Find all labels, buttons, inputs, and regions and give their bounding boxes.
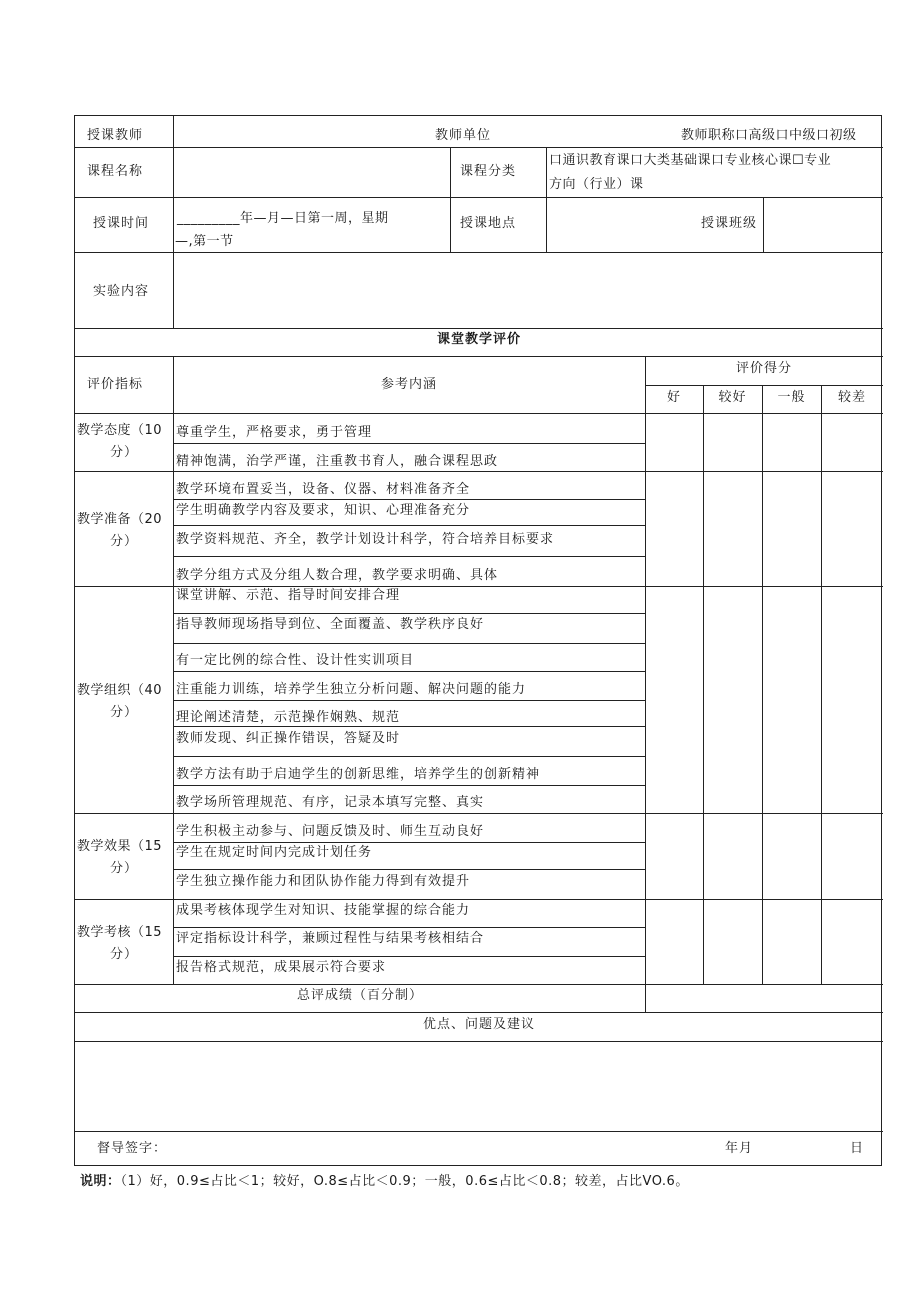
- col-divider: [173, 116, 174, 328]
- footnote-text: （1）好，0.9≤占比＜1；较好，O.8≤占比＜0.9；一般，0.6≤占比＜0.8；较差，占比VO.6。: [120, 1174, 689, 1189]
- criterion-item: 注重能力训练，培养学生独立分析问题、解决问题的能力: [176, 682, 527, 697]
- col-divider: [450, 147, 451, 252]
- indicator-organization-points: 分）: [109, 705, 138, 720]
- score-header: 评价得分: [735, 361, 792, 376]
- col-divider: [546, 147, 547, 252]
- experiment-label: 实验内容: [93, 284, 150, 299]
- supervisor-signature-label: 督导签字：: [97, 1141, 168, 1156]
- criterion-item: 报告格式规范，成果展示符合要求: [176, 960, 387, 975]
- row-divider: [75, 197, 883, 198]
- row-divider: [173, 700, 645, 701]
- grade-good: 好: [666, 390, 681, 405]
- criterion-item: 教学方法有助于启迪学生的创新思维，培养学生的创新精神: [176, 767, 541, 782]
- grade-average: 一般: [777, 390, 806, 405]
- course-category-options-cont: 方向（行业）课: [549, 177, 644, 192]
- criterion-item: 评定指标设计科学，兼顾过程性与结果考核相结合: [176, 931, 485, 946]
- indicator-header: 评价指标: [87, 377, 144, 392]
- grade-fairly-good: 较好: [718, 390, 747, 405]
- row-divider: [173, 443, 645, 444]
- indicator-effect-points: 分）: [109, 861, 138, 876]
- row-divider: [645, 385, 883, 386]
- row-divider: [173, 499, 645, 500]
- indicator-preparation-points: 分）: [109, 534, 138, 549]
- row-divider: [75, 328, 883, 329]
- row-divider: [75, 356, 883, 357]
- indicator-effect: 教学效果（15: [77, 839, 163, 854]
- grade-poor: 较差: [837, 390, 866, 405]
- date-day: 日: [850, 1141, 865, 1156]
- feedback-label: 优点、问题及建议: [422, 1017, 535, 1032]
- date-year-month: 年月: [725, 1141, 754, 1156]
- criterion-item: 尊重学生，严格要求，勇于管理: [176, 425, 373, 440]
- row-divider: [75, 1012, 883, 1013]
- content-header: 参考内涵: [380, 377, 437, 392]
- section-title: 课堂教学评价: [436, 332, 521, 347]
- evaluation-form: [74, 115, 882, 1166]
- row-divider: [173, 613, 645, 614]
- col-divider: [762, 385, 763, 984]
- indicator-attitude-points: 分）: [109, 445, 138, 460]
- row-divider: [173, 643, 645, 644]
- course-name-label: 课程名称: [87, 164, 144, 179]
- criterion-item: 学生积极主动参与、问题反馈及时、师生互动良好: [176, 824, 485, 839]
- criterion-item: 有一定比例的综合性、设计性实训项目: [176, 653, 415, 668]
- row-divider: [173, 671, 645, 672]
- col-divider: [763, 197, 764, 252]
- row-divider: [173, 556, 645, 557]
- row-divider: [173, 956, 645, 957]
- criterion-item: 教学分组方式及分组人数合理，教学要求明确、具体: [176, 568, 499, 583]
- row-divider: [75, 1041, 883, 1042]
- row-divider: [173, 785, 645, 786]
- criterion-item: 教学资料规范、齐全，教学计划设计科学，符合培养目标要求: [176, 532, 555, 547]
- criterion-item: 教学场所管理规范、有序，记录本填写完整、真实: [176, 795, 485, 810]
- criterion-item: 教师发现、纠正操作错误，答疑及时: [176, 731, 401, 746]
- class-label: 授课班级: [701, 216, 758, 231]
- time-label: 授课时间: [93, 216, 150, 231]
- row-divider: [75, 252, 883, 253]
- row-divider: [173, 869, 645, 870]
- row-divider: [173, 927, 645, 928]
- criterion-item: 教学环境布置妥当，设备、仪器、材料准备齐全: [176, 482, 471, 497]
- title-label: 教师职称口高级口中级口初级: [681, 128, 857, 143]
- col-divider: [703, 385, 704, 984]
- criterion-item: 课堂讲解、示范、指导时间安排合理: [176, 588, 401, 603]
- col-divider: [645, 356, 646, 1012]
- course-category-label: 课程分类: [460, 164, 517, 179]
- criterion-item: 指导教师现场指导到位、全面覆盖、教学秩序良好: [176, 617, 485, 632]
- course-category-options: 口通识教育课口大类基础课口专业核心课☐专业: [549, 153, 832, 168]
- footnote-title: 说明：: [80, 1174, 121, 1189]
- col-divider: [173, 356, 174, 984]
- col-divider: [821, 385, 822, 984]
- criterion-item: 学生明确教学内容及要求，知识、心理准备充分: [176, 503, 471, 518]
- time-value: _________年—月—日第一周，星期: [177, 211, 389, 226]
- total-score-label: 总评成绩（百分制）: [296, 988, 423, 1003]
- row-divider: [75, 1131, 883, 1132]
- criterion-item: 学生在规定时间内完成计划任务: [176, 845, 373, 860]
- teacher-label: 授课教师: [87, 128, 144, 143]
- row-divider: [173, 525, 645, 526]
- indicator-assessment-points: 分）: [109, 947, 138, 962]
- time-value-cont: —,第一节: [175, 234, 234, 249]
- indicator-assessment: 教学考核（15: [77, 925, 163, 940]
- unit-label: 教师单位: [435, 128, 492, 143]
- criterion-item: 理论阐述清楚，示范操作娴熟、规范: [176, 710, 401, 725]
- location-label: 授课地点: [460, 216, 517, 231]
- criterion-item: 精神饱满，治学严谨，注重教书育人，融合课程思政: [176, 454, 499, 469]
- criterion-item: 成果考核体现学生对知识、技能掌握的综合能力: [176, 903, 471, 918]
- row-divider: [75, 147, 883, 148]
- indicator-attitude: 教学态度（10: [77, 423, 163, 438]
- footnote: [80, 1170, 689, 1189]
- indicator-preparation: 教学准备（20: [77, 512, 163, 527]
- row-divider: [173, 756, 645, 757]
- row-divider: [75, 984, 883, 985]
- indicator-organization: 教学组织（40: [77, 683, 163, 698]
- criterion-item: 学生独立操作能力和团队协作能力得到有效提升: [176, 874, 471, 889]
